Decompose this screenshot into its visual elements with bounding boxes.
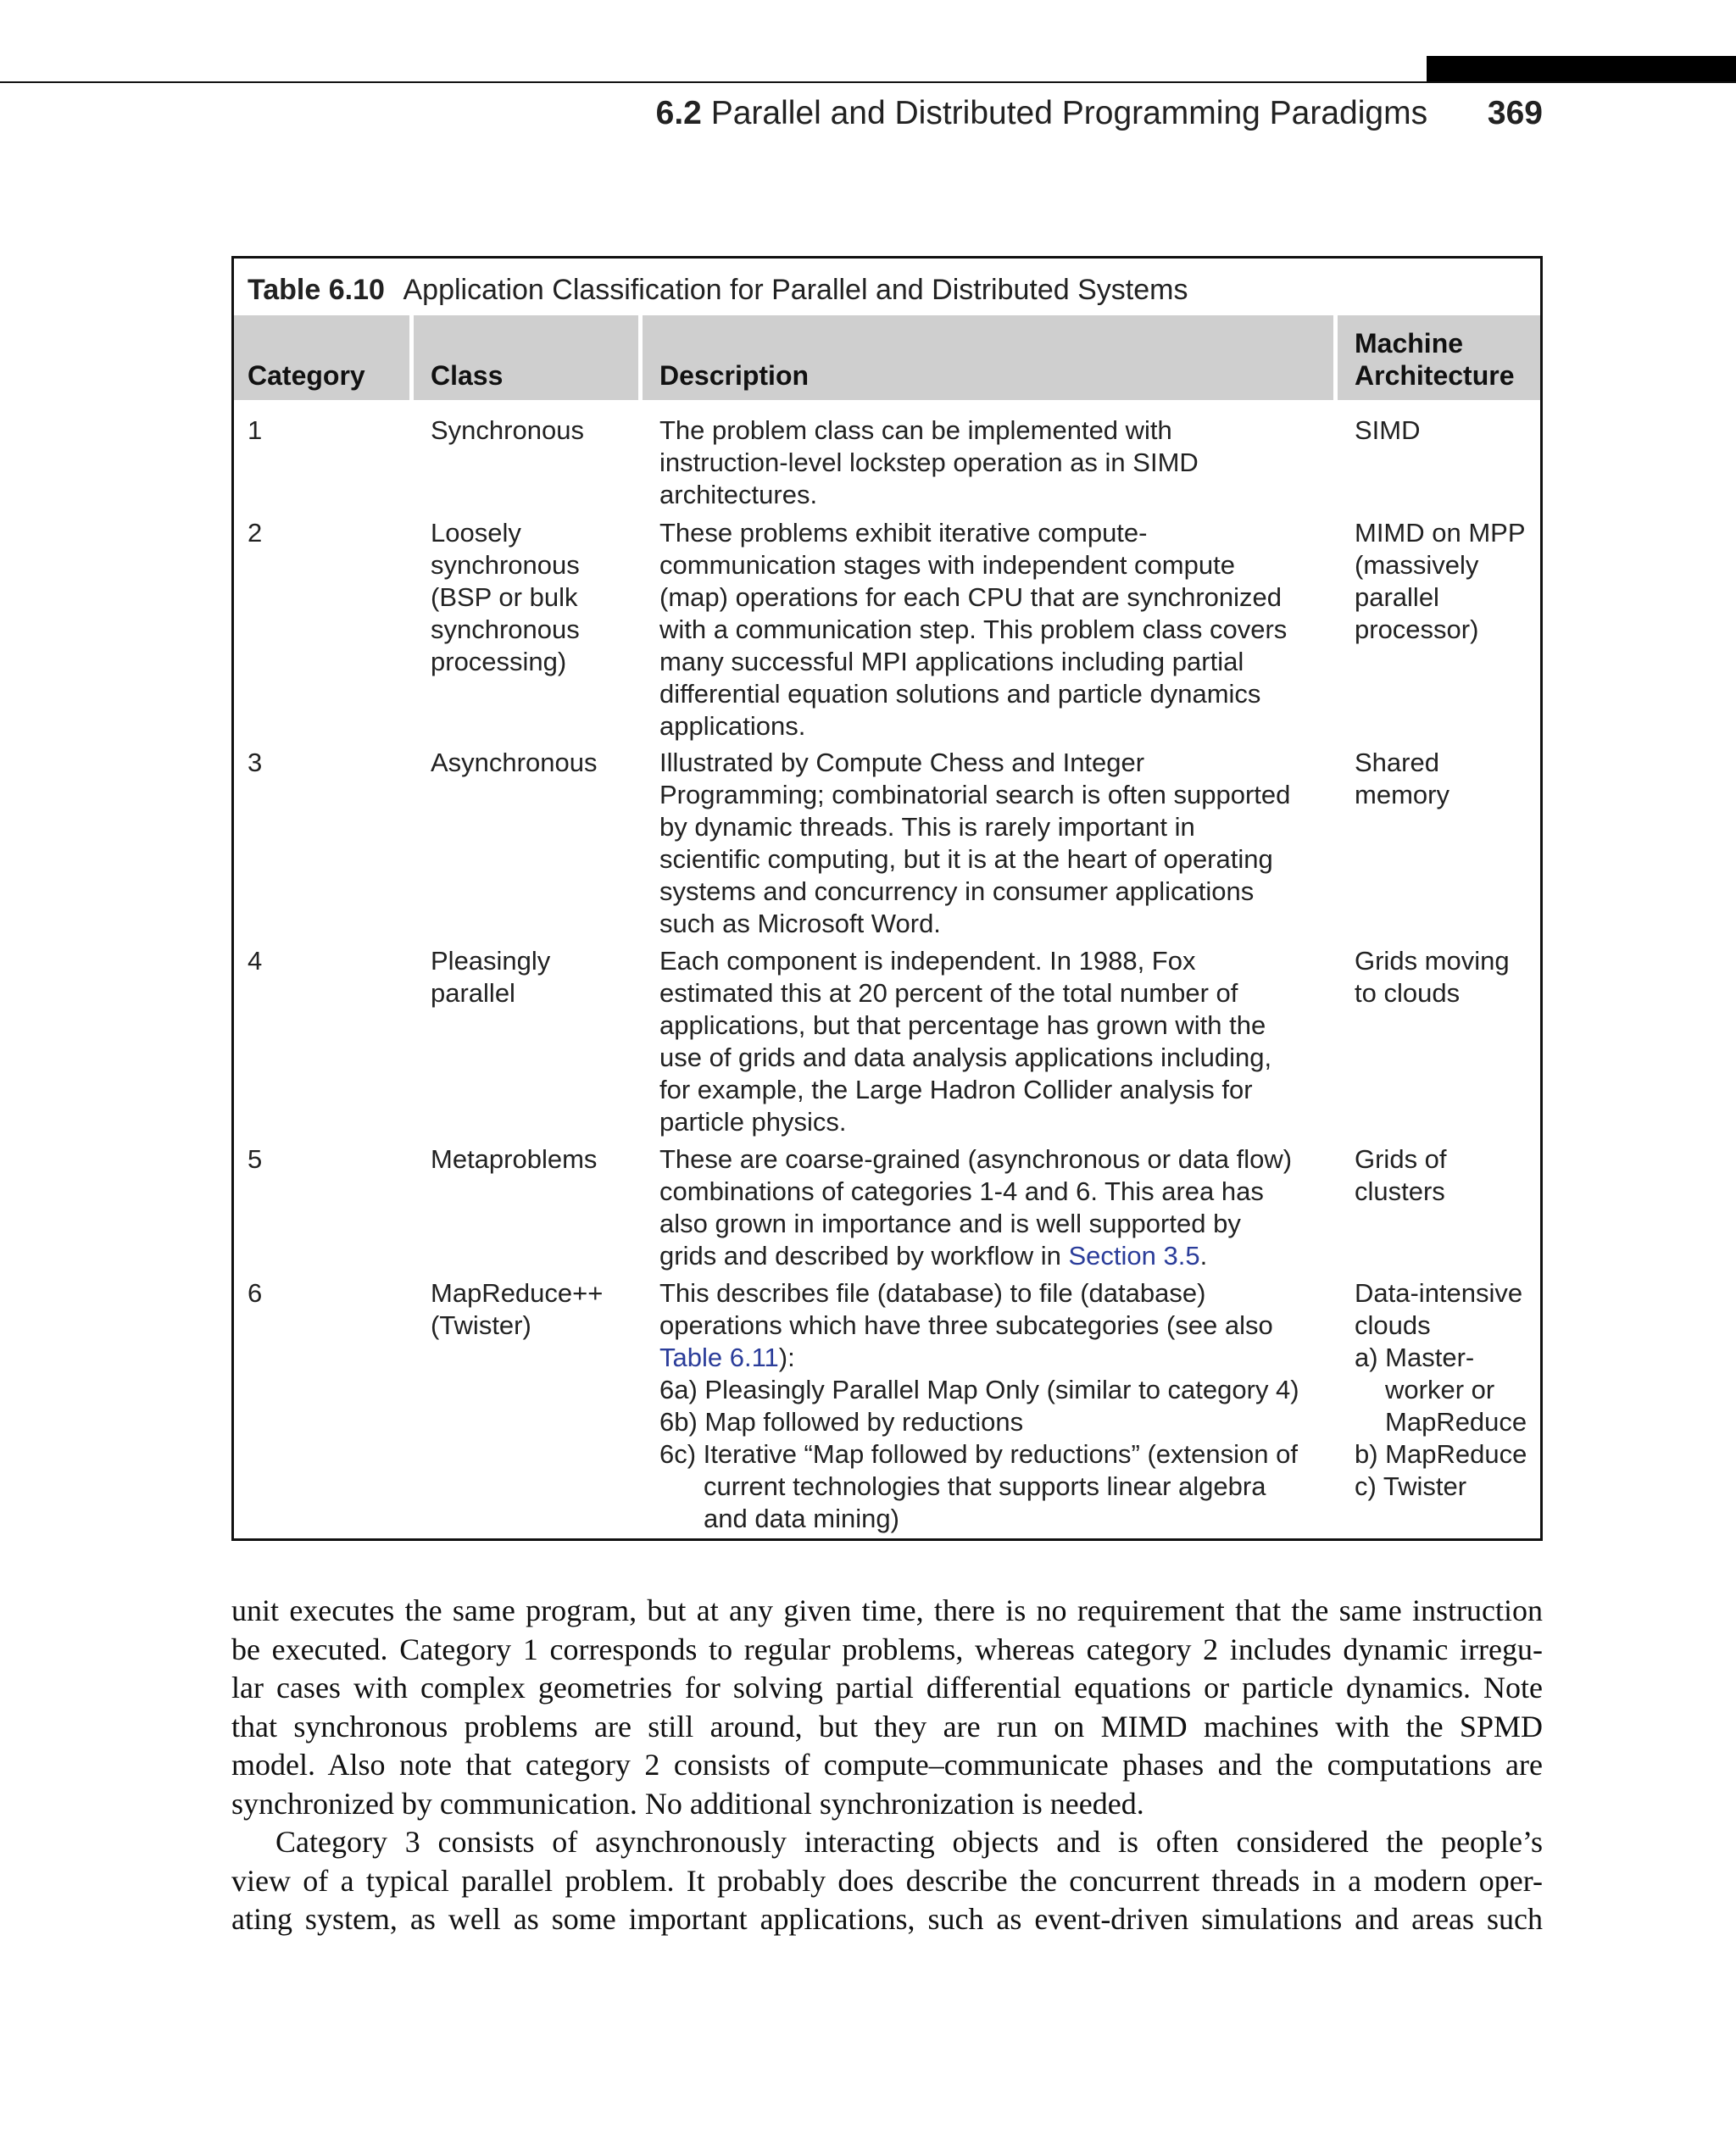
cell-description: These are coarse-grained (asynchronous or data flow) combinations of categories 1-4 and 6. This area has also grown in importance and is well supported by grids and described by workflow in Section 3.5. <box>659 1144 1293 1271</box>
header-category: Category <box>234 315 409 400</box>
cell-machine: Grids of clusters <box>1355 1144 1447 1206</box>
cell-category: 6 <box>248 1278 263 1308</box>
body-text <box>231 1592 1543 1939</box>
cell-class: Asynchronous <box>431 748 598 777</box>
header-description: Description <box>643 315 1333 400</box>
page-number: 369 <box>1487 95 1543 131</box>
cell-category: 4 <box>248 946 263 976</box>
cell-description: Illustrated by Compute Chess and Integer Programming; combinatorial search is often supported by dynamic threads. This is rarely important in scientific computing, but it is at the heart of operating systems and concurrency in consumer applications such as Microsoft Word. <box>659 748 1291 938</box>
cell-class: Synchronous <box>431 415 584 445</box>
cell-category: 1 <box>248 415 263 445</box>
cell-machine: Data-intensive clouds a) Master- worker or MapReduce b) MapReduce c) Twister <box>1355 1278 1527 1501</box>
table-title: Application Classification for Parallel and Distributed Systems <box>403 274 1188 306</box>
cell-description: The problem class can be implemented with instruction-level lockstep operation as in SIMD architectures. <box>659 415 1199 509</box>
section-title: Parallel and Distributed Programming Paradigms <box>710 95 1428 131</box>
table-header-row <box>234 315 1540 400</box>
cell-class: Metaproblems <box>431 1144 598 1174</box>
header-machine-architecture: Machine Architecture <box>1338 315 1540 400</box>
cell-category: 5 <box>248 1144 263 1174</box>
cell-description: These problems exhibit iterative compute- communication stages with independent compute (map) operations for each CPU that are synchronized with a communication step. This problem class covers many successful MPI applications including partial differential equation solutions and particle dynamics applications. <box>659 518 1288 741</box>
cell-category: 3 <box>248 748 263 777</box>
cell-machine: Grids moving to clouds <box>1355 946 1510 1008</box>
cell-class: Pleasingly parallel <box>431 946 551 1008</box>
table-number: Table 6.10 <box>248 274 385 306</box>
cell-category: 2 <box>248 518 263 548</box>
classification-table <box>231 256 1543 1541</box>
page-tab-marker <box>1427 56 1736 83</box>
table-caption <box>248 274 1188 307</box>
cell-machine: SIMD <box>1355 415 1421 445</box>
cell-description: This describes file (database) to file (database) operations which have three subcategories (see also Table 6.11): 6a) Pleasingly Parallel Map Only (similar to category 4) 6b) Map followed by reductions 6c) Iterative “Map followed by reductions” (extension of current technologies that supports linear algebra and data mining) <box>659 1278 1299 1533</box>
cell-class: Loosely synchronous (BSP or bulk synchronous processing) <box>431 518 580 676</box>
section-number: 6.2 <box>655 95 702 131</box>
table-link[interactable]: Table 6.11 <box>659 1343 779 1372</box>
cell-machine: Shared memory <box>1355 748 1449 809</box>
header-rule <box>0 81 1736 83</box>
section-link[interactable]: Section 3.5 <box>1068 1241 1200 1271</box>
header-class: Class <box>414 315 638 400</box>
running-head <box>656 95 1543 132</box>
cell-class: MapReduce++ (Twister) <box>431 1278 604 1340</box>
cell-description: Each component is independent. In 1988, Fox estimated this at 20 percent of the total number of applications, but that percentage has grown with the use of grids and data analysis applications including, for example, the Large Hadron Collider analysis for particle physics. <box>659 946 1272 1137</box>
paragraph: Category 3 consists of asynchronously interacting objects and is often considered the people’s view of a typical parallel problem. It probably does describe the concurrent threads in a modern oper- ating system, as well as some important applications, such as event-driven simulations and areas such <box>231 1825 1543 1936</box>
cell-machine: MIMD on MPP (massively parallel processor) <box>1355 518 1526 644</box>
paragraph: unit executes the same program, but at any given time, there is no requirement that the same instruction be executed. Category 1 corresponds to regular problems, whereas category 2 includes dynamic irregu- lar cases with complex geometries for solving partial differential equations or particle dynamics. Note that synchronous problems are still around, but they are run on MIMD machines with the SPMD model. Also note that category 2 consists of compute–communicate phases and the computations are synchronized by communication. No additional synchronization is needed. <box>231 1593 1543 1821</box>
